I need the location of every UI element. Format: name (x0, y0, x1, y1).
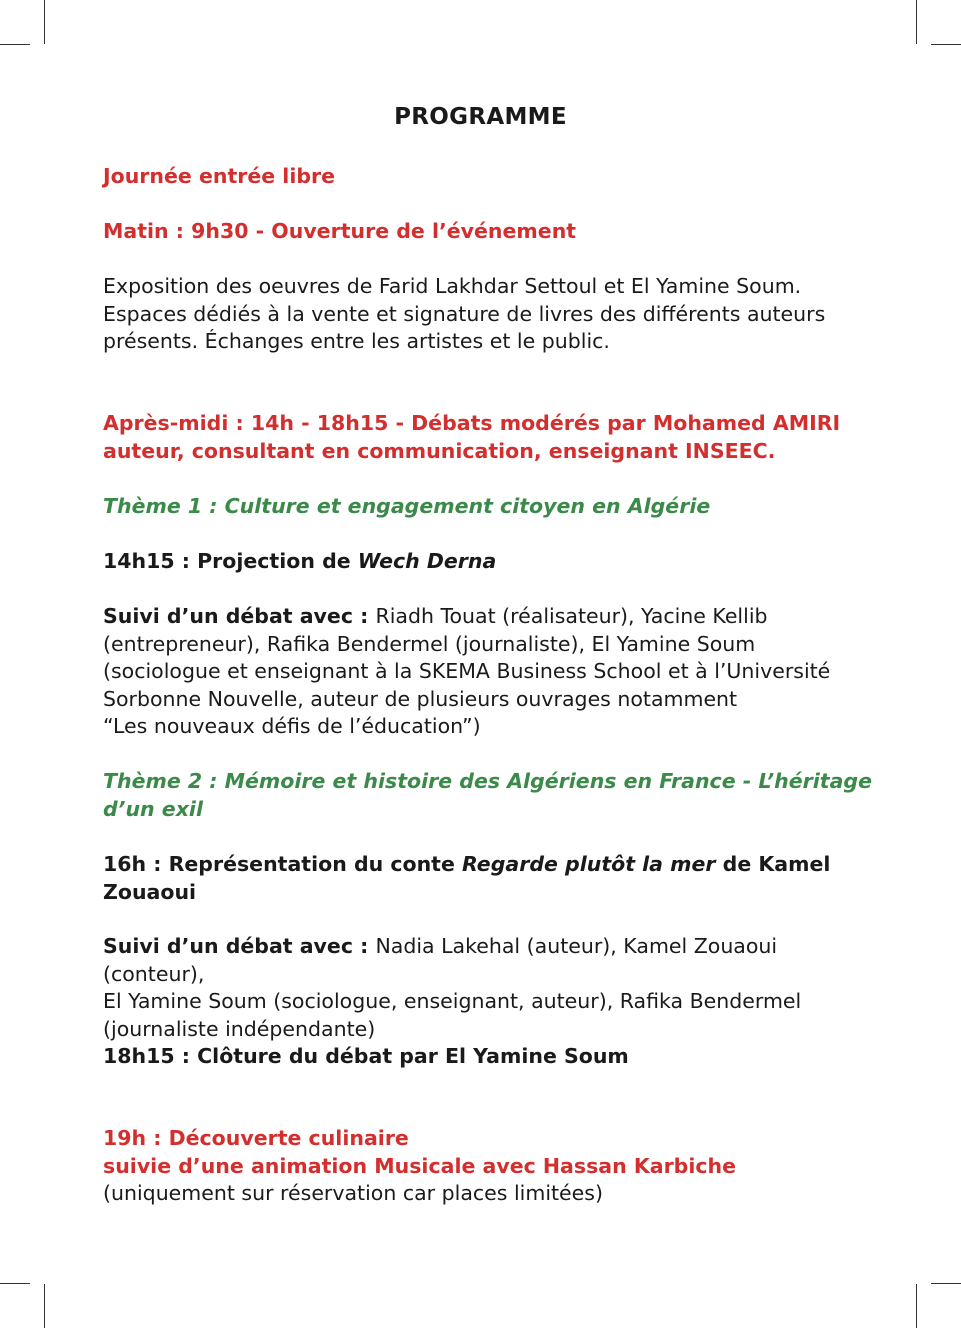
crop-mark (931, 44, 961, 45)
theme2-title (103, 768, 873, 823)
text-line: Zouaoui (103, 879, 197, 904)
text-line: Espaces dédiés à la vente et signature de livres des différents auteurs (103, 301, 826, 326)
crop-mark (44, 1284, 45, 1328)
text-line: Nadia Lakehal (auteur), Kamel Zouaoui (conteur), (103, 934, 778, 986)
text-line: Riadh Touat (réalisateur), Yacine Kellib (375, 604, 768, 628)
theme1-projection (103, 548, 873, 576)
evening-section (103, 1125, 873, 1208)
text-line: “Les nouveaux défis de l’éducation”) (103, 714, 481, 738)
crop-mark (44, 0, 45, 44)
projection-prefix: 14h15 : Projection de (103, 549, 358, 573)
crop-mark (931, 1283, 961, 1284)
debate-label: Suivi d’un débat avec : (103, 604, 376, 628)
afternoon-heading (103, 410, 873, 465)
closing-line: 18h15 : Clôture du débat par El Yamine Soum (103, 1044, 629, 1068)
text-line: Sorbonne Nouvelle, auteur de plusieurs ouvrages notamment (103, 686, 738, 711)
show-suffix: de Kamel (715, 852, 831, 876)
text-line: Thème 2 : Mémoire et histoire des Algériens en France - L’héritage (103, 769, 872, 793)
text-line: 19h : Découverte culinaire (103, 1126, 409, 1150)
film-title: Wech Derna (357, 549, 497, 573)
theme1-title: Thème 1 : Culture et engagement citoyen en Algérie (103, 494, 711, 518)
show-prefix: 16h : Représentation du conte (103, 852, 463, 876)
text-line: Exposition des oeuvres de Farid Lakhdar Settoul et El Yamine Soum. (103, 274, 802, 298)
crop-mark (0, 1283, 30, 1284)
day-label: Journée entrée libre (103, 164, 336, 188)
reservation-note: (uniquement sur réservation car places limitées) (103, 1181, 603, 1205)
page-title: PROGRAMME (394, 104, 567, 130)
theme2-debate (103, 933, 873, 1043)
text-line: présents. Échanges entre les artistes et le public. (103, 329, 610, 353)
crop-mark (916, 1284, 917, 1328)
crop-mark (0, 44, 30, 45)
morning-description (103, 273, 873, 356)
theme2-show (103, 851, 873, 906)
text-line: auteur, consultant en communication, enseignant INSEEC. (103, 438, 776, 463)
text-line: suivie d’une animation Musicale avec Hassan Karbiche (103, 1153, 737, 1178)
debate-label: Suivi d’un débat avec : (103, 934, 376, 958)
text-line: (entrepreneur), Rafika Bendermel (journaliste), El Yamine Soum (103, 631, 756, 656)
text-line: Après-midi : 14h - 18h15 - Débats modérés par Mohamed AMIRI (103, 411, 841, 435)
morning-heading: Matin : 9h30 - Ouverture de l’événement (103, 219, 577, 243)
text-line: (sociologue et enseignant à la SKEMA Business School et à l’Université (103, 659, 831, 683)
show-title: Regarde plutôt la mer (462, 852, 716, 876)
theme1-debate (103, 603, 873, 741)
crop-mark (916, 0, 917, 44)
text-line: d’un exil (103, 796, 203, 821)
text-line: (journaliste indépendante) (103, 1016, 376, 1041)
text-line: El Yamine Soum (sociologue, enseignant, auteur), Rafika Bendermel (103, 989, 802, 1013)
